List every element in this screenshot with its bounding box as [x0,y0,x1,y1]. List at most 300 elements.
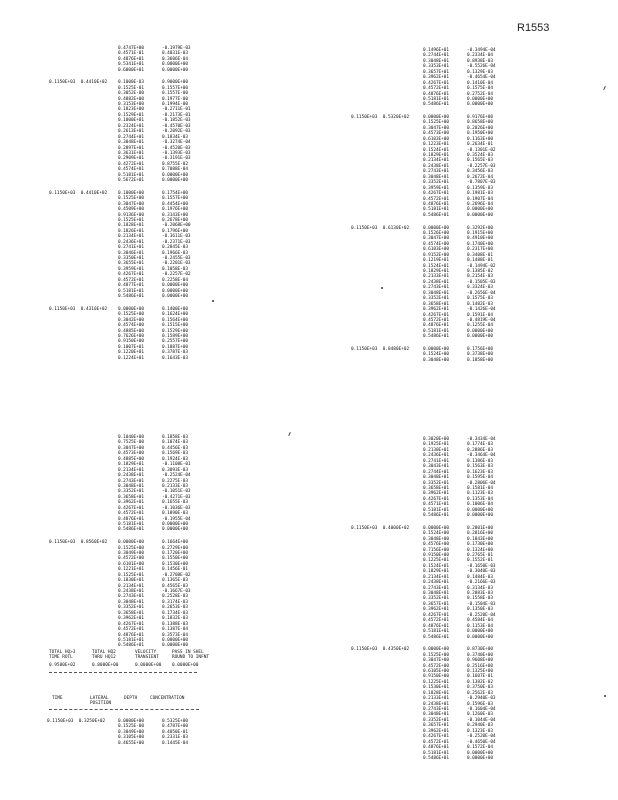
value-cell: 0.4876E+01 [118,516,144,522]
value-cell: 0.1525E+00 [423,120,449,126]
value-cell: 0.4574E+00 [118,323,144,329]
value-cell: 0.1550E+00 [162,556,188,562]
group-block [423,526,511,640]
value-cell: 0.4876E+01 [118,56,144,62]
value-cell: 0.1552E-01 [467,558,493,564]
value-cell: 0.3134E-03 [467,585,493,591]
value-cell: 0.1826E+01 [118,228,144,234]
value-cell: 0.1524E+00 [423,531,449,537]
value-cell: 0.3657E+01 [423,69,449,75]
value-cell: 0.1734E-03 [162,610,188,616]
value-row [423,635,511,640]
summary-header: ROUND TO INFNT [172,655,210,661]
value-cell: 0.2436E+01 [423,453,449,459]
value-cell: 0.0000E+00 [467,629,493,635]
lateral-header: LATERAL [90,696,109,701]
value-cell: -0.3040E-03 [467,569,496,575]
value-cell: 0.3658E+01 [118,610,144,616]
value-cell: 0.1858E+00 [467,357,493,363]
value-cell: 0.3048E+00 [423,536,449,542]
value-cell: 0.6000E+01 [118,67,144,73]
value-cell: 0.3352E+01 [118,605,144,611]
value-cell: 0.4882E+00 [118,96,144,102]
value-cell: 0.3043E+01 [423,464,449,470]
value-cell: -0.7807E-03 [467,180,496,186]
value-cell: 0.2438E+01 [118,473,144,479]
value-cell: -0.1955E-04 [162,516,191,522]
group-label: 0.1150E+03 0.4410E+02 [49,80,108,86]
value-cell: 0.3657E+01 [423,723,449,729]
value-cell: 0.5486E+01 [423,755,449,761]
value-cell: 0.2258E-04 [162,277,188,283]
value-cell: 0.5486E+01 [423,513,449,519]
value-cell: 0.3048E+01 [118,483,144,489]
value-cell: 0.1664E+00 [162,540,188,546]
value-cell: -0.1301E-02 [467,147,496,153]
value-cell: 0.1643E-03 [162,355,188,361]
value-cell: 0.5325E+00 [162,718,188,724]
value-cell: 0.9152E+00 [423,252,449,258]
group-label: 0.1150E+03 0.4410E+02 [49,190,108,196]
value-cell: 0.8658E+00 [467,120,493,126]
value-cell: 0.1596E-03 [467,701,493,707]
value-cell: 0.1350E-03 [467,607,493,613]
value-cell: 0.3655E+01 [118,261,144,267]
value-cell: 0.4571E-01 [118,51,144,57]
value-cell: 0.5181E+01 [423,750,449,756]
value-cell: 0.4572E+00 [118,556,144,562]
value-cell: 0.5486E+01 [423,634,449,640]
value-cell: 0.2743E+01 [423,585,449,591]
value-cell: 0.1006E-04 [467,502,493,508]
value-cell: 0.3962E+01 [118,500,144,506]
value-cell: -0.4271E-03 [162,494,191,500]
value-cell: 0.1589E+00 [162,333,188,339]
value-cell: 0.1624E+00 [162,312,188,318]
value-cell: 0.5486E+01 [118,527,144,533]
value-cell: 0.1220E+01 [118,350,144,356]
value-cell: 0.6105E+00 [423,668,449,674]
value-cell: 0.3631E+01 [118,150,144,156]
value-cell: 0.4574E+01 [118,167,144,173]
value-cell: 0.2801E+00 [467,525,493,531]
value-cell: 0.4571E+01 [423,502,449,508]
value-cell: 0.3048E+00 [423,357,449,363]
value-cell: 0.2883E-03 [467,591,493,596]
value-cell: 0.0000E+00 [423,346,449,352]
value-cell: 0.1524E+00 [423,352,449,358]
value-cell: 0.2436E+01 [118,239,144,245]
value-row [118,527,206,532]
group-block [118,540,206,649]
value-cell: 0.1607E-01 [467,674,493,680]
value-cell: 0.1575E-03 [467,296,493,302]
value-cell: 0.1569E-03 [162,451,188,457]
value-cell: -0.1667E-03 [162,589,191,595]
value-cell: 0.3959E+01 [118,266,144,272]
value-cell: -0.2520E-04 [467,612,496,618]
value-cell: 0.0000E+00 [423,225,449,231]
value-cell: 0.1828E+01 [423,690,449,696]
value-cell: 0.3046E+01 [118,250,144,256]
scan-mark [603,86,606,90]
value-cell: 0.2613E+01 [118,129,144,135]
value-cell: 0.4572E+01 [118,511,144,517]
lateral-block [118,719,206,746]
value-cell: 0.2438E+01 [423,163,449,169]
value-cell: 0.1526E+00 [423,230,449,236]
value-cell: 0.1007E+01 [118,344,144,350]
head-block [423,437,511,519]
value-cell: 0.8938E-03 [467,58,493,64]
value-cell: 0.1655E-03 [162,500,188,506]
value-cell: 0.3750E-03 [467,685,493,691]
value-cell: 0.3093E-03 [162,467,188,473]
value-cell: 0.3962E+01 [423,607,449,613]
value-cell: 0.0000E+00 [467,634,493,640]
value-cell: 0.1488E-01 [467,258,493,264]
value-cell: 0.1730E+00 [467,542,493,548]
value-cell: 0.1915E+00 [467,230,493,236]
value-cell: 0.6101E+00 [118,561,144,567]
value-cell: 0.1756E+00 [467,346,493,352]
value-cell: 0.7088E-04 [162,167,188,173]
value-row [423,102,511,107]
value-cell: 0.0000E+00 [162,178,188,184]
value-cell: 0.1515E+00 [162,323,188,329]
value-cell: 0.1324E+00 [467,547,493,553]
value-cell: 0.0000E+00 [467,212,493,218]
value-cell: 0.1563E-03 [467,464,493,470]
value-cell: 0.1558E-03 [467,596,493,602]
value-cell: 0.5181E+01 [118,637,144,643]
value-cell: 0.1966E-03 [162,250,188,256]
value-cell: 0.1382E-02 [467,679,493,685]
page-identifier: R1553 [517,22,550,34]
value-cell: 0.3020E+00 [423,437,449,442]
value-cell: 0.2634E-01 [467,142,493,148]
value-cell: 0.1525E-00 [118,724,144,730]
value-row [118,178,206,183]
value-cell: 0.3962E+01 [423,491,449,497]
value-cell: 0.1219E+01 [423,258,449,264]
summary-value: 0.9500E+02 [49,662,76,668]
value-cell: 0.1525E+00 [118,312,144,318]
value-cell: 0.5181E+01 [423,207,449,213]
group-label: 0.1150E+03 0.8560E+02 [49,540,108,546]
head-block [118,46,206,73]
value-cell: 0.4584E-04 [467,618,493,624]
value-cell: 0.1000E+01 [118,118,144,124]
value-cell: 0.4747E+00 [118,46,144,51]
value-cell: 0.0000E+00 [162,288,188,294]
summary-value: 0.0000E+00 [172,662,199,668]
value-row [118,741,206,746]
value-cell: -0.2173E-01 [162,112,191,118]
value-cell: -0.5526E-04 [467,64,496,70]
group-block [423,226,511,340]
value-cell: 0.0000E+00 [118,718,144,724]
value-cell: -0.2166E-03 [467,580,496,586]
value-cell: -0.2708E-02 [162,572,191,578]
value-cell: 0.1410E-04 [467,80,493,86]
value-cell: 0.2886E-03 [467,447,493,453]
value-cell: 0.1796E+00 [162,228,188,234]
value-cell: 0.3959E+01 [423,185,449,191]
value-cell: 0.3962E+01 [423,75,449,81]
value-cell: 0.1058E-03 [162,266,188,272]
value-cell: 0.1740E+00 [467,241,493,247]
value-cell: -0.2806E-04 [467,480,496,486]
value-cell: 0.0000E+00 [423,647,449,653]
value-cell: 0.2741E+01 [118,245,144,251]
value-cell: -0.2455E-03 [162,256,191,262]
value-cell: 0.2743E+01 [423,285,449,291]
value-cell: 0.0000E+00 [467,334,493,340]
value-cell: 0.1994E-00 [162,102,188,107]
value-cell: 0.4876E+01 [423,745,449,751]
value-cell: -0.1393E-03 [162,150,191,156]
value-cell: 0.2134E+01 [118,467,144,473]
value-cell: 0.1557E+00 [162,196,188,202]
value-cell: 0.3962E+01 [423,307,449,313]
value-cell: -0.1504E-03 [467,601,496,607]
value-cell: 0.2154E-03 [467,274,493,280]
value-cell: 0.4267E+01 [423,80,449,86]
value-cell: 0.4573E+00 [118,451,144,457]
value-cell: 0.0000E+00 [467,750,493,756]
value-cell: -0.1604E-04 [467,707,496,712]
value-cell: 0.2133E+01 [423,274,449,280]
value-cell: 0.2729E+00 [162,545,188,551]
value-cell: 0.4876E+01 [423,91,449,97]
value-cell: 0.3524E-03 [467,153,493,158]
value-cell: 0.9176E+00 [467,114,493,120]
value-cell: 0.4876E+01 [423,201,449,207]
value-cell: 0.1529E+00 [162,328,188,334]
value-cell: 0.1163E+00 [467,136,493,142]
value-cell: 0.0000E+00 [467,755,493,761]
value-cell: 0.4572E+01 [423,739,449,745]
value-cell: 0.1123E-03 [467,491,493,497]
value-cell: 0.1525E+01 [118,217,144,223]
value-cell: 0.9000E+00 [162,80,188,86]
value-cell: 0.3047E+00 [118,201,144,207]
scan-speck [212,300,214,302]
value-cell: 0.4573E+00 [423,131,449,137]
value-cell: 0.3174E-03 [162,599,188,605]
value-cell: -0.3191E-03 [162,156,191,162]
value-cell: 0.5181E+01 [423,629,449,635]
value-cell: -0.2068E+00 [162,223,191,229]
value-cell: 0.0000E+00 [162,637,188,643]
value-cell: -0.1505E-03 [467,279,496,285]
value-cell: 0.4267E+01 [118,505,144,511]
value-cell: 0.1329E-03 [467,69,493,75]
group-block [423,647,511,761]
value-cell: 0.5486E+01 [423,212,449,218]
value-cell: 0.1720E+00 [162,550,188,556]
value-cell: 0.1557E+00 [162,85,188,91]
value-cell: -0.1044E-04 [467,717,496,723]
value-cell: -0.2524E-04 [162,473,191,479]
value-cell: 0.1525E+00 [118,545,144,551]
value-cell: 0.0000E+00 [467,102,493,108]
value-cell: 0.3606E-04 [162,56,188,62]
summary-value: 0.8000E+00 [92,662,119,668]
value-cell: 0.3042E+00 [118,317,144,323]
value-cell: 0.3048E+01 [118,599,144,605]
value-cell: 0.3738E+00 [467,352,493,358]
value-cell: 0.3047E+00 [423,125,449,131]
value-cell: 0.2516E+00 [467,663,493,669]
value-cell: -0.4570E-03 [162,123,191,129]
value-cell: 0.0000E+00 [162,294,188,300]
value-cell: 0.3048E+01 [423,58,449,64]
value-cell: 0.4572E+01 [423,86,449,92]
value-cell: 0.1572E-04 [467,745,493,751]
value-cell: 0.3105E+00 [118,735,144,741]
value-cell: 0.3048E+01 [423,174,449,180]
value-cell: 0.4031E-03 [162,51,188,57]
summary-header: TOTAL HQ2 [92,650,116,655]
value-cell: 0.4267E+01 [423,496,449,502]
value-cell: 0.1977E-00 [162,96,188,102]
value-cell: -0.1036E-03 [162,505,191,511]
value-row [423,513,511,518]
value-cell: 0.2696E-04 [467,201,493,207]
scan-speck [604,695,606,697]
lateral-header: POSITION [90,701,112,707]
lateral-header: TIME [52,696,63,701]
value-cell: 0.1829E+01 [423,153,449,158]
group-block [423,347,511,363]
summary-header: PASS IN SHEL [172,650,204,655]
value-cell: 0.1858E-03 [162,435,188,440]
value-cell: 0.4267E+01 [423,612,449,618]
group-label: 0.1150E+03 0.3250E+02 [47,718,106,724]
value-cell: 0.2134E+01 [118,234,144,240]
value-cell: 0.3153E+00 [118,102,144,107]
value-cell: 0.0000E+00 [423,525,449,531]
value-cell: 0.3350E+01 [118,256,144,262]
value-cell: 0.1221E+01 [118,567,144,573]
value-cell: 0.0000E+00 [162,643,188,649]
value-cell: 0.2765E-01 [467,552,493,558]
value-cell: 0.4885E+00 [118,456,144,462]
summary-header: TIME ROTL [49,655,73,661]
value-cell: 0.2133E-03 [162,483,188,489]
value-cell: 0.2940E-03 [467,723,493,729]
value-row [423,334,511,339]
value-cell: 0.1623E-03 [467,469,493,475]
value-cell: -0.2092E-03 [162,129,191,135]
value-cell: 0.4572E+01 [423,196,449,202]
value-cell: 0.3047E+00 [423,658,449,664]
group-label: 0.1150E+03 0.4350E+02 [351,647,410,653]
value-cell: -0.2656E-04 [467,290,496,296]
value-cell: 0.3962E+01 [423,728,449,734]
group-block [118,191,206,300]
value-cell: -0.2257E-02 [162,272,191,278]
value-cell: 0.4572E+00 [423,663,449,669]
value-cell: 0.4787E+00 [162,724,188,730]
value-cell: 0.1385E-02 [467,269,493,274]
value-cell: 0.1530E+01 [423,685,449,691]
value-cell: 0.2897E+01 [118,145,144,151]
value-cell: 0.1907E-04 [467,196,493,202]
value-cell: 0.9608E+00 [467,658,493,664]
group-label: 0.1150E+03 0.4310E+02 [49,306,108,312]
value-cell: 0.1225E+01 [423,679,449,685]
value-cell: 0.3047E+00 [118,445,144,451]
value-cell: 0.1924E-03 [162,456,188,462]
value-cell: 0.4267E+01 [423,312,449,318]
value-cell: 0.1386E-03 [467,458,493,464]
value-cell: 0.5486E+01 [118,643,144,649]
value-cell: 0.4509E+00 [118,207,144,213]
value-cell: 0.1000E-03 [118,80,144,86]
value-cell: 0.6103E+00 [423,136,449,142]
value-cell: -0.3464E-04 [467,453,496,459]
value-cell: 0.0000E+00 [162,172,188,178]
value-cell: 0.5181E+01 [118,522,144,527]
value-row [423,756,511,761]
value-cell: 0.5486E+01 [118,294,144,300]
value-cell: 0.0000E+00 [162,522,188,527]
value-cell: 0.8730E+00 [467,647,493,653]
value-cell: 0.5181E+01 [423,328,449,334]
value-cell: 0.5486E+01 [423,334,449,340]
value-cell: 0.1950E+00 [467,131,493,137]
group-label: 0.1150E+03 0.4000E+02 [351,525,410,531]
value-cell: 0.5181E+01 [423,96,449,102]
value-cell: 0.1325E+00 [467,668,493,674]
value-cell: 0.4885E+00 [118,328,144,334]
value-cell: -0.1494E-02 [467,263,496,269]
value-cell: 0.3047E+00 [423,236,449,242]
value-cell: 0.4572E+01 [423,618,449,624]
value-cell: 0.2678E+00 [162,217,188,223]
value-cell: 0.4272E+01 [118,161,144,167]
value-cell: 0.3048E+01 [423,475,449,481]
value-cell: -0.4654E-04 [467,75,496,81]
value-cell: 0.4267E+01 [423,191,449,197]
value-cell: 0.1976E+00 [162,207,188,213]
value-cell: 0.8755E-02 [162,161,188,167]
value-cell: 0.1400E+00 [162,306,188,312]
value-cell: 0.2134E+01 [423,158,449,164]
value-cell: 0.4572E+01 [118,627,144,633]
value-row [118,294,206,299]
value-cell: -0.2371E-03 [162,239,191,245]
value-cell: 0.2816E+00 [467,531,493,537]
value-cell: 0.7156E+00 [423,547,449,553]
value-cell: -0.4520E-03 [162,145,191,151]
value-cell: 0.1829E+01 [423,269,449,274]
scan-speck [381,287,383,289]
group-block [118,80,206,183]
value-cell: 0.3324E-03 [467,285,493,291]
value-cell: 0.5181E+01 [423,507,449,513]
value-cell: -0.2201E-03 [162,261,191,267]
value-cell: 0.1595E-04 [467,475,493,481]
value-cell: -0.4650E-04 [467,739,496,745]
value-cell: 0.1823E+00 [118,107,144,113]
value-cell: 0.4877E+01 [118,283,144,289]
group-block [118,307,206,361]
value-row [118,68,206,73]
